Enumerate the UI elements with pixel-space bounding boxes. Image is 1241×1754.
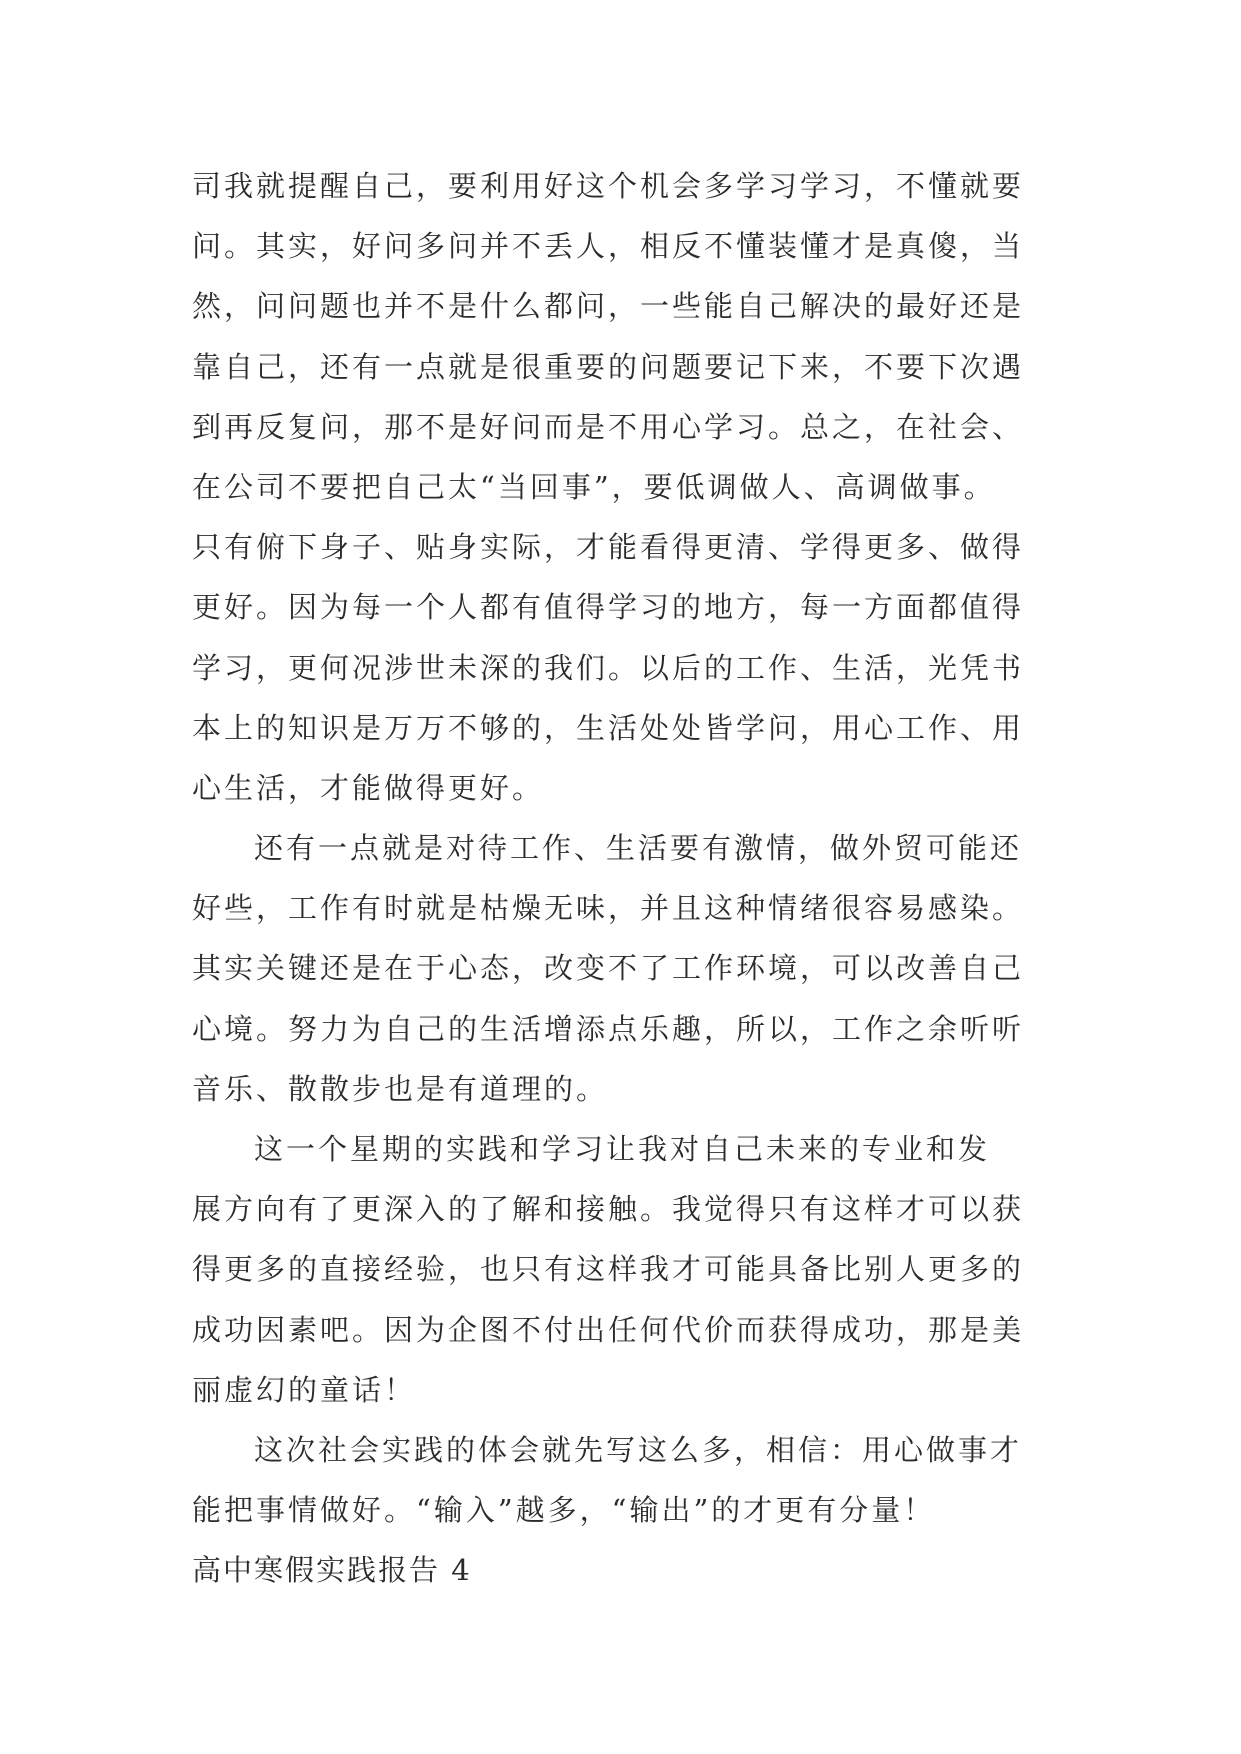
section-heading: 高中寒假实践报告 4: [192, 1553, 472, 1588]
text-line: 好些，工作有时就是枯燥无味，并且这种情绪很容易感染。: [192, 891, 1025, 926]
document-body: [192, 156, 1052, 1601]
text-line: 丽虚幻的童话！: [192, 1372, 417, 1407]
text-line: 其实关键还是在于心态，改变不了工作环境，可以改善自己: [192, 951, 1025, 986]
text-line: 成功因素吧。因为企图不付出任何代价而获得成功，那是美: [192, 1312, 1025, 1347]
text-line: 得更多的直接经验，也只有这样我才可能具备比别人更多的: [192, 1252, 1025, 1287]
text-line: 在公司不要把自己太“当回事”，要低调做人、高调做事。: [192, 469, 996, 504]
paragraph-first-line: 这一个星期的实践和学习让我对自己未来的专业和发: [254, 1132, 991, 1166]
text-line: 本上的知识是万万不够的，生活处处皆学问，用心工作、用: [192, 710, 1025, 745]
text-line: 展方向有了更深入的了解和接触。我觉得只有这样才可以获: [192, 1192, 1025, 1227]
text-line: 然，问问题也并不是什么都问，一些能自己解决的最好还是: [192, 289, 1025, 324]
text-line: 音乐、散散步也是有道理的。: [192, 1071, 609, 1106]
text-line: 心境。努力为自己的生活增添点乐趣，所以，工作之余听听: [192, 1011, 1025, 1046]
text-line: 能把事情做好。“输入”越多，“输出”的才更有分量！: [192, 1493, 936, 1528]
paragraph-first-line: 这次社会实践的体会就先写这么多，相信：用心做事才: [254, 1432, 1023, 1467]
text-line: 学习，更何况涉世未深的我们。以后的工作、生活，光凭书: [192, 650, 1025, 685]
paragraph-first-line: 还有一点就是对待工作、生活要有激情，做外贸可能还: [254, 831, 1023, 866]
text-line: 只有俯下身子、贴身实际，才能看得更清、学得更多、做得: [192, 530, 1025, 565]
text-line: 问。其实，好问多问并不丢人，相反不懂装懂才是真傻，当: [192, 229, 1025, 264]
text-line: 心生活，才能做得更好。: [192, 770, 545, 805]
text-line: 到再反复问，那不是好问而是不用心学习。总之，在社会、: [192, 409, 1025, 444]
text-line: 靠自己，还有一点就是很重要的问题要记下来，不要下次遇: [192, 349, 1025, 384]
text-line: 司我就提醒自己，要利用好这个机会多学习学习，不懂就要: [192, 169, 1025, 203]
text-line: 更好。因为每一个人都有值得学习的地方，每一方面都值得: [192, 590, 1025, 625]
